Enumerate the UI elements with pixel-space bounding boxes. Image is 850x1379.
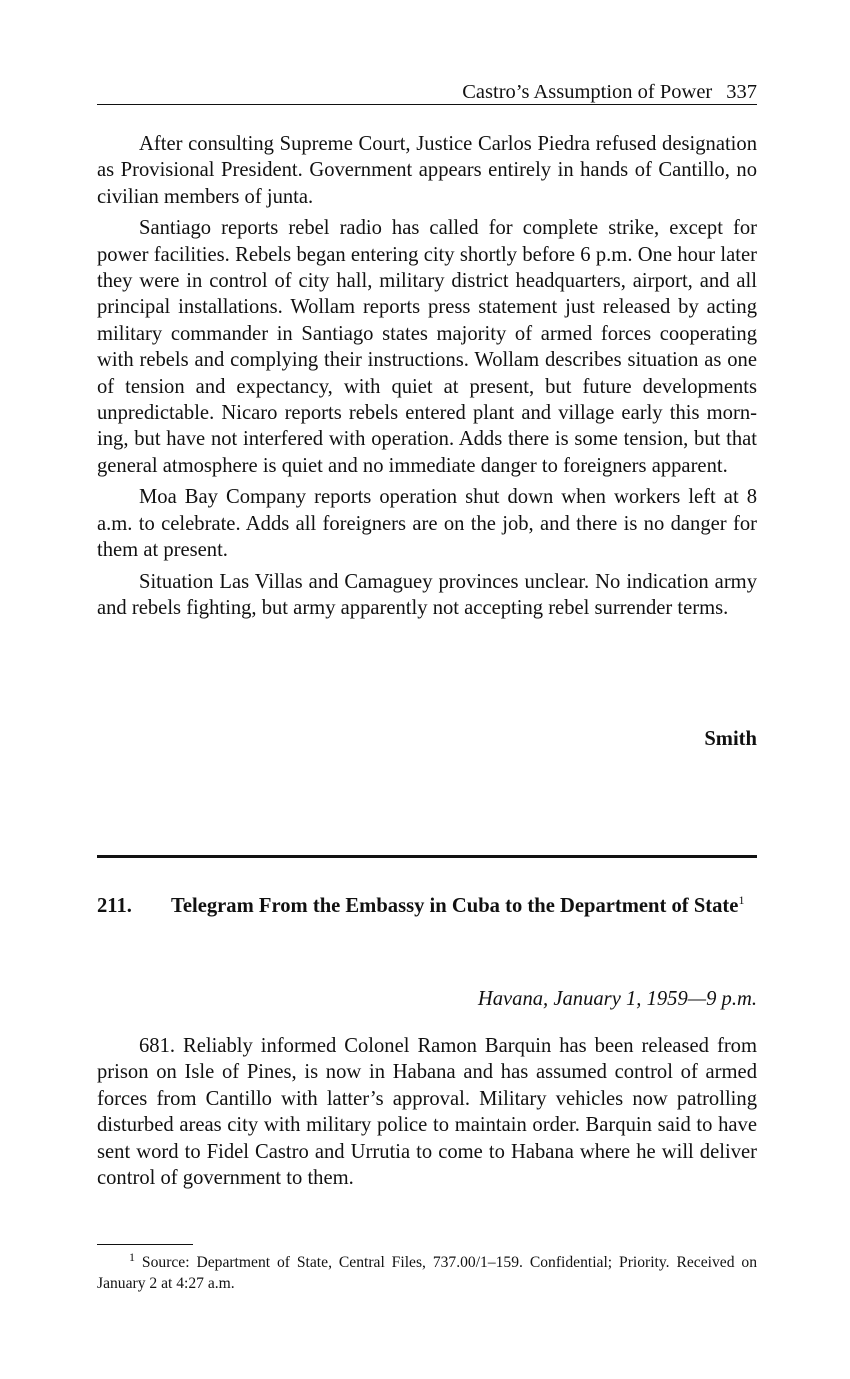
dateline: Havana, January 1, 1959—9 p.m. bbox=[477, 988, 757, 1010]
paragraph: After consulting Supreme Court, Justice Carlos Piedra refused designation as Provisional President. Government appears entirely in hands of Cantillo, no civilian members of junta. bbox=[97, 133, 757, 208]
footnote-rule bbox=[97, 1244, 193, 1245]
footnote-reference[interactable]: 1 bbox=[738, 893, 745, 908]
section-divider bbox=[97, 855, 757, 858]
paragraph: Moa Bay Company reports operation shut down when workers left at 8 a.m. to celebrate. Adds all foreigners are on the job, and there is no danger for them at present. bbox=[97, 486, 757, 562]
header-rule bbox=[97, 104, 757, 105]
footnote-text: Source: Department of State, Central Files, 737.00/1–159. Confidential; Priority. Received on January 2 at 4:27 a.m. bbox=[97, 1254, 757, 1292]
footnote-marker: 1 bbox=[129, 1249, 135, 1264]
footnote bbox=[97, 1249, 757, 1294]
document-body bbox=[97, 1033, 757, 1196]
document-number: 211. bbox=[97, 895, 132, 917]
page-number: 337 bbox=[726, 81, 757, 103]
paragraph: Situation Las Villas and Camaguey provinces unclear. No indication army and rebels fighting, but army apparently not accepting rebel surrender terms. bbox=[97, 570, 757, 619]
document-title-wrap bbox=[171, 893, 751, 919]
paragraph: 681. Reliably informed Colonel Ramon Barquin has been released from prison on Isle of Pines, is now in Habana and has assumed control of armed forces from Cantillo with latter’s approval. Military vehicles now patrolling disturbed areas city with military police to maintain order. Barquin said to have sent word to Fidel Castro and Urrutia to come to Habana where he will deliver control of government to them. bbox=[97, 1035, 757, 1190]
document-heading bbox=[97, 893, 757, 919]
document-title: Telegram From the Embassy in Cuba to the Department of State bbox=[171, 895, 739, 917]
running-title: Castro’s Assumption of Power bbox=[462, 81, 713, 103]
running-head bbox=[97, 78, 757, 106]
previous-document-body bbox=[97, 131, 757, 626]
signature: Smith bbox=[704, 728, 757, 750]
paragraph: Santiago reports rebel radio has called for complete strike, except for power facilities. Rebels began entering city shortly before 6 p.m. One hour later they were in control of city hall, military district headquarters, airport, and all principal installations. Wollam reports press statement just released by acting military commander in Santiago states majority of armed forces cooperating with rebels and complying their instructions. Wollam describes situation as one of tension and expectancy, with quiet at present, but future developments unpredictable. Nicaro reports rebels entered plant and village early this morning, but have not interfered with operation. Adds there is some tension, but that general atmosphere is quiet and no immediate danger to foreigners apparent. bbox=[97, 217, 757, 477]
